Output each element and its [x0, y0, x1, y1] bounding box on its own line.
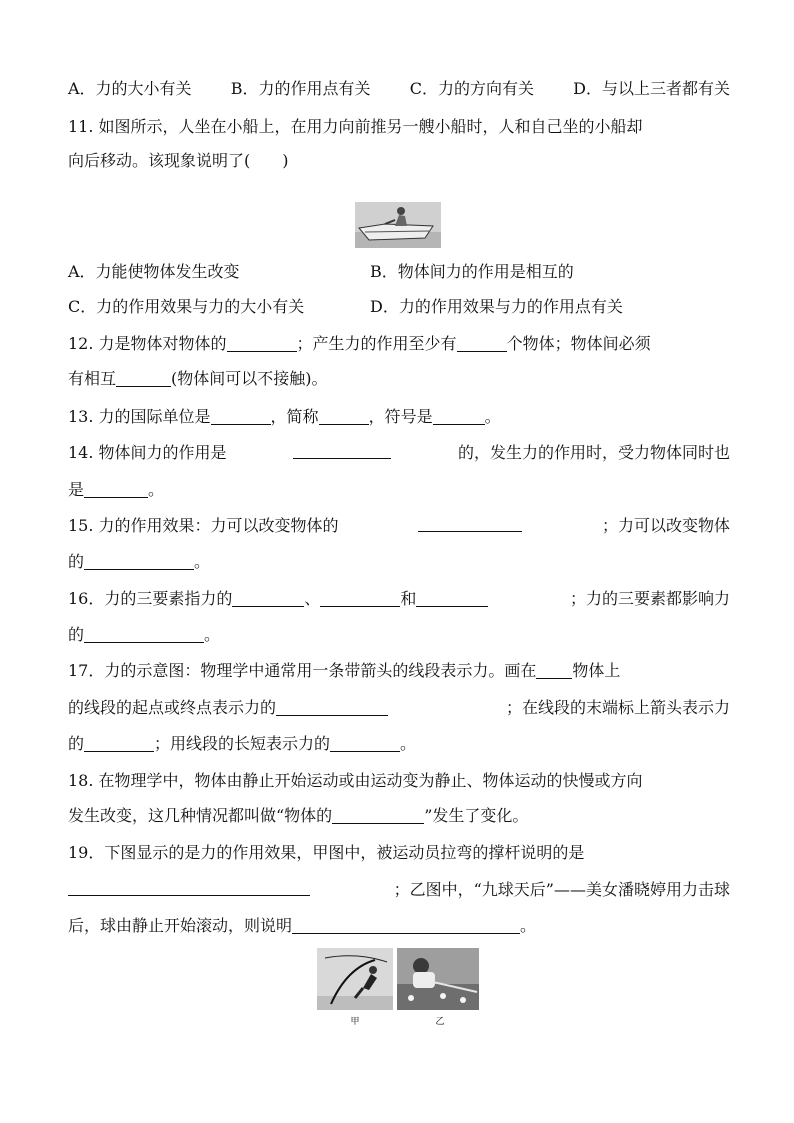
q11-stem-line2: 向后移动。该现象说明了( ): [68, 151, 289, 170]
q16-blank-4[interactable]: [84, 626, 204, 643]
q16-text-5: 的: [68, 625, 85, 644]
q12-text-3: 个物体；物体间必须: [506, 334, 651, 353]
q12-blank-2[interactable]: [457, 335, 507, 352]
q19-line1: 19．下图显示的是力的作用效果，甲图中，被运动员拉弯的撑杆说明的是: [68, 843, 585, 862]
q13-text-3: ，符号是: [368, 407, 433, 426]
q12-blank-1[interactable]: [227, 335, 297, 352]
photo-caption-left: 甲: [350, 1017, 360, 1027]
q15-line2: [68, 551, 210, 573]
q19-line3: [68, 915, 536, 937]
q14-line1: [68, 442, 730, 464]
q18-text-1: 发生改变，这几种情况都叫做“物体的: [68, 806, 333, 825]
q18-line1: 18. 在物理学中，物体由静止开始运动或由运动变为静止、物体运动的快慢或方向: [68, 771, 643, 790]
q17-text-1: 17．力的示意图：物理学中通常用一条带箭头的线段表示力。画在: [68, 661, 537, 680]
q10-option-d: D．与以上三者都有关: [573, 79, 730, 98]
q11-option-d: D．力的作用效果与力的作用点有关: [370, 297, 623, 316]
q17-text-6: ；用线段的长短表示力的: [154, 734, 331, 753]
billiards-photo: [397, 948, 479, 1010]
q15-text-1: 15. 力的作用效果：力可以改变物体的: [68, 516, 339, 535]
q14-blank-2[interactable]: [84, 481, 148, 498]
q11-options-row1: [68, 261, 628, 283]
q16-blank-1[interactable]: [232, 590, 304, 607]
q17-blank-4[interactable]: [330, 735, 400, 752]
q10-option-a: A．力的大小有关: [68, 79, 192, 98]
q11-option-a: A．力能使物体发生改变: [68, 262, 240, 281]
q17-text-7: 。: [400, 734, 417, 753]
q13-text-4: 。: [484, 407, 501, 426]
q18-blank-1[interactable]: [332, 807, 424, 824]
q19-blank-2[interactable]: [292, 917, 520, 934]
pole-vault-photo: [317, 948, 393, 1010]
q11-stem-line1: 11. 如图所示，人坐在小船上，在用力向前推另一艘小船时，人和自己坐的小船却: [68, 117, 643, 136]
q16-line1: [68, 588, 730, 610]
q16-blank-3[interactable]: [416, 590, 488, 607]
q16-text-6: 。: [204, 625, 221, 644]
q16-text-3: 和: [400, 589, 417, 608]
q17-text-2: 物体上: [572, 661, 621, 680]
q17-blank-1[interactable]: [536, 662, 572, 679]
q13-line: [68, 406, 501, 428]
q14-text-1: 14. 物体间力的作用是: [68, 443, 227, 462]
q13-blank-1[interactable]: [211, 408, 271, 425]
q17-text-4: ；在线段的末端标上箭头表示力: [505, 698, 730, 717]
q14-line2: [68, 479, 164, 501]
q17-blank-3[interactable]: [84, 735, 154, 752]
q17-text-5: 的: [68, 734, 85, 753]
q15-text-3: 的: [68, 552, 85, 571]
q16-text-1: 16．力的三要素指力的: [68, 589, 233, 608]
q17-line1: [68, 660, 620, 682]
photo-caption-right: 乙: [435, 1017, 445, 1027]
q11-option-b: B．物体间力的作用是相互的: [370, 262, 574, 281]
q12-blank-3[interactable]: [116, 370, 171, 387]
q19-text-2: 后，球由静止开始滚动，则说明: [68, 916, 293, 935]
q19-line2: [68, 879, 730, 901]
q11-option-c: C．力的作用效果与力的大小有关: [68, 297, 305, 316]
q13-blank-2[interactable]: [319, 408, 369, 425]
boat-figure: [355, 202, 441, 248]
q12-line1: [68, 333, 730, 355]
q10-options: [68, 78, 730, 100]
q18-text-2: ”发生了变化。: [424, 806, 529, 825]
q14-text-3: 是: [68, 480, 85, 499]
q12-text-1: 12. 力是物体对物体的: [68, 334, 227, 353]
q13-text-1: 13. 力的国际单位是: [68, 407, 211, 426]
q16-text-2: 、: [304, 589, 321, 608]
q17-blank-2[interactable]: [276, 699, 388, 716]
q14-blank-1[interactable]: [293, 442, 391, 459]
q14-text-2: 的，发生力的作用时，受力物体同时也: [457, 443, 730, 462]
q19-blank-1[interactable]: [68, 879, 310, 896]
q15-blank-1[interactable]: [418, 515, 522, 532]
q13-blank-3[interactable]: [433, 408, 485, 425]
q12-line2: [68, 368, 328, 390]
q12-text-4: 有相互: [68, 369, 117, 388]
q13-text-2: ，简称: [270, 407, 319, 426]
q10-option-c: C．力的方向有关: [409, 79, 534, 98]
q17-line3: [68, 733, 416, 755]
q12-text-2: ；产生力的作用至少有: [296, 334, 457, 353]
q16-line2: [68, 624, 220, 646]
q18-line2: [68, 805, 528, 827]
q14-text-4: 。: [148, 480, 165, 499]
q11-options-row2: [68, 296, 688, 318]
q17-line2: [68, 697, 730, 719]
q17-text-3: 的线段的起点或终点表示力的: [68, 698, 277, 717]
q12-text-5: (物体间可以不接触)。: [171, 369, 328, 388]
q10-option-b: B．力的作用点有关: [230, 79, 371, 98]
q16-blank-2[interactable]: [320, 590, 400, 607]
q15-text-4: 。: [194, 552, 211, 571]
q15-blank-2[interactable]: [84, 553, 194, 570]
q16-text-4: ；力的三要素都影响力: [569, 589, 730, 608]
q15-text-2: ；力可以改变物体: [601, 516, 730, 535]
q19-text-1: ；乙图中，“九球天后”——美女潘晓婷用力击球: [393, 880, 730, 899]
q19-text-3: 。: [520, 916, 537, 935]
q15-line1: [68, 515, 730, 537]
